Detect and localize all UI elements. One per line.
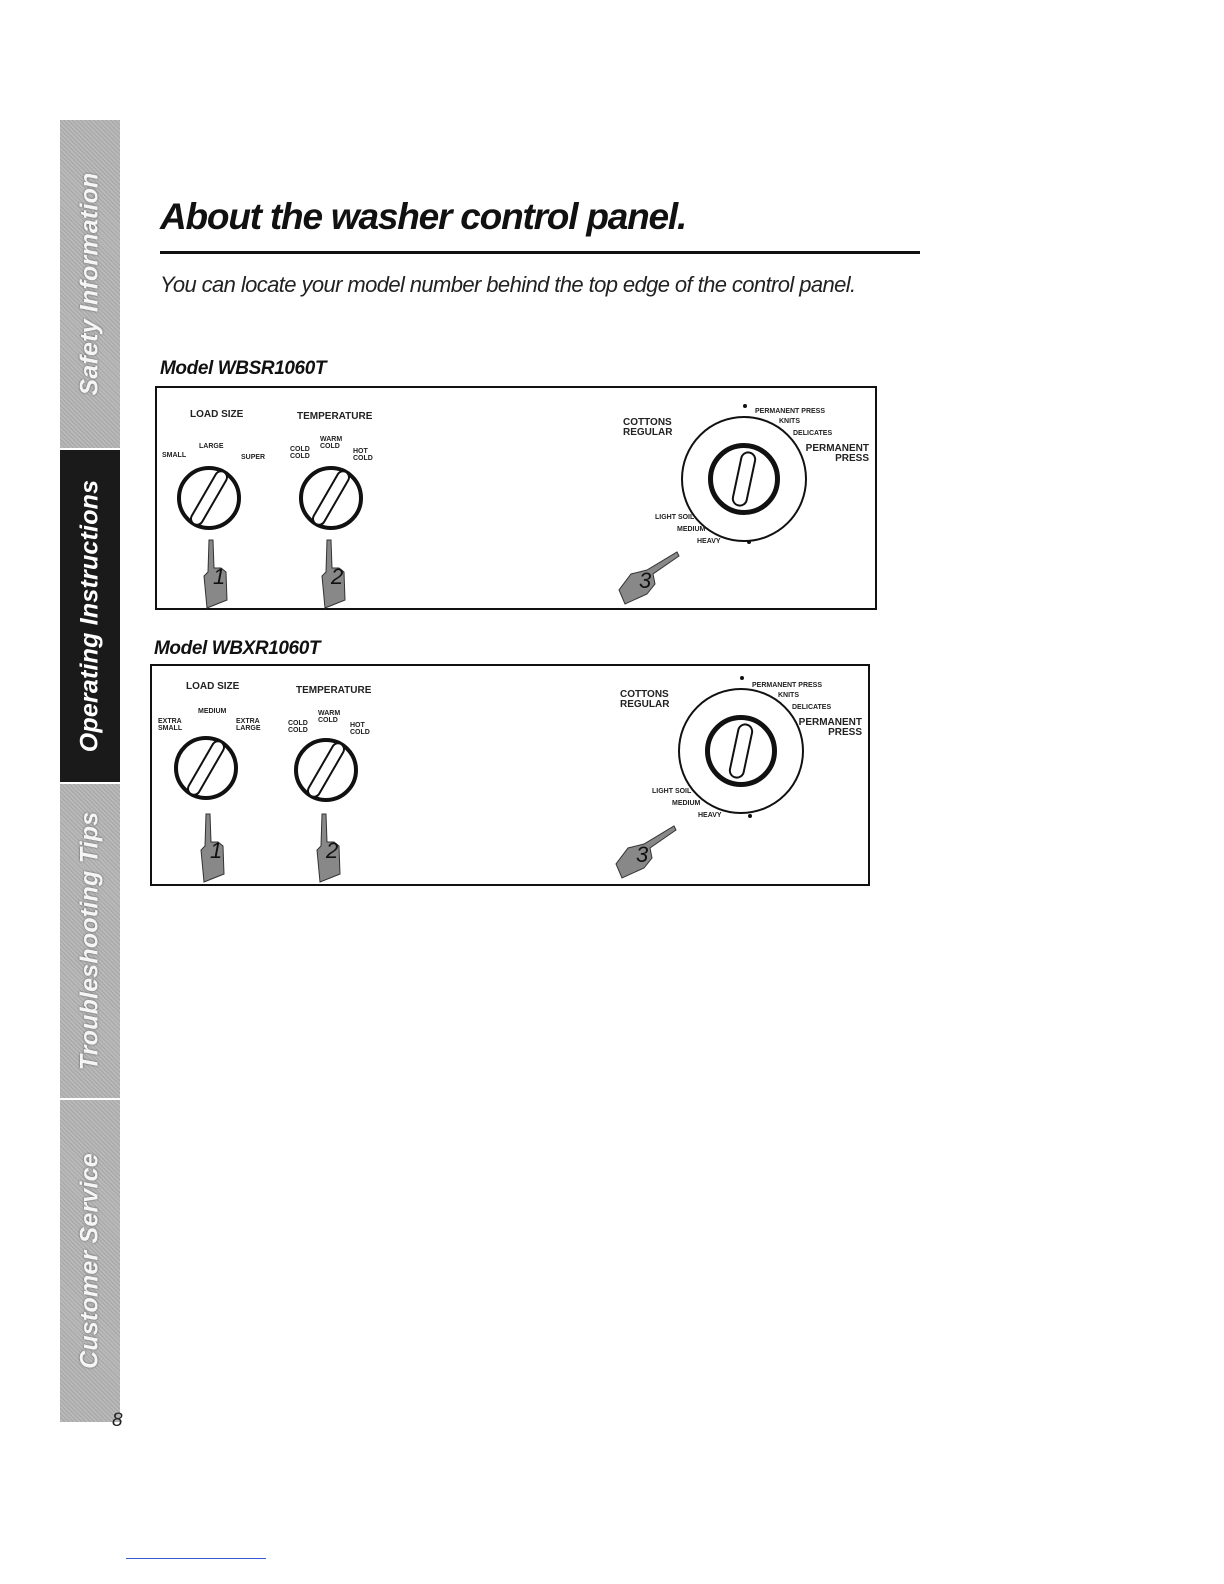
load-size-top-label: LARGE xyxy=(199,443,224,450)
tab-troubleshooting-tips[interactable] xyxy=(60,784,120,1098)
temperature-top-label: WARM COLD xyxy=(320,436,343,450)
step-2-hand-icon xyxy=(312,812,352,895)
step-number: 1 xyxy=(213,564,226,589)
load-size-knob[interactable] xyxy=(177,466,241,530)
cycle-top-label: PERMANENT PRESS xyxy=(755,408,826,415)
knob-slot xyxy=(730,450,757,508)
page-subtitle: You can locate your model number behind the top edge of the control panel. xyxy=(160,272,856,297)
cycle-bottom-indicator xyxy=(747,540,751,544)
load-size-right-label: EXTRA LARGE xyxy=(236,718,261,732)
cycle-knob[interactable] xyxy=(708,443,780,515)
knob-slot xyxy=(184,738,227,799)
cycle-bottom-label: LIGHT SOIL xyxy=(652,788,692,795)
load-size-heading: LOAD SIZE xyxy=(186,681,240,692)
temperature-top-label: WARM COLD xyxy=(318,710,341,724)
step-2-hand-icon xyxy=(317,538,357,621)
step-number: 1 xyxy=(210,838,223,863)
knob-slot xyxy=(304,740,347,801)
control-panel-wbxr1060t xyxy=(150,664,870,886)
tab-operating-instructions[interactable] xyxy=(60,450,120,782)
knob-slot xyxy=(727,722,754,780)
cycle-top-indicator xyxy=(740,676,744,680)
temperature-heading: TEMPERATURE xyxy=(296,685,372,696)
footer-rule xyxy=(126,1558,266,1559)
temperature-right-label: HOT COLD xyxy=(350,722,370,736)
step-number: 3 xyxy=(636,842,649,867)
step-1-hand-icon xyxy=(199,538,239,621)
temperature-heading: TEMPERATURE xyxy=(297,411,373,422)
cycle-left-label: COTTONS REGULAR xyxy=(620,689,670,710)
cycle-bottom-label: HEAVY xyxy=(698,812,722,819)
load-size-left-label: SMALL xyxy=(162,452,187,459)
tab-label: Operating Instructions xyxy=(75,479,104,753)
temperature-knob[interactable] xyxy=(299,466,363,530)
model-label: Model WBXR1060T xyxy=(154,638,321,659)
tab-label: Troubleshooting Tips xyxy=(75,811,104,1071)
model-label: Model WBSR1060T xyxy=(160,358,327,379)
temperature-right-label: HOT COLD xyxy=(353,448,373,462)
control-panel-wbsr1060t xyxy=(155,386,877,610)
cycle-top-indicator xyxy=(743,404,747,408)
load-size-top-label: MEDIUM xyxy=(198,708,227,715)
step-3-hand-icon xyxy=(617,548,681,613)
cycle-top-label: PERMANENT PRESS xyxy=(752,682,823,689)
temperature-left-label: COLD COLD xyxy=(288,720,308,734)
page-title: About the washer control panel. xyxy=(160,196,687,237)
tab-safety-information[interactable] xyxy=(60,120,120,448)
cycle-bottom-label: HEAVY xyxy=(697,538,721,545)
temperature-knob[interactable] xyxy=(294,738,358,802)
title-divider xyxy=(160,251,920,254)
load-size-heading: LOAD SIZE xyxy=(190,409,244,420)
cycle-top-label: KNITS xyxy=(779,418,800,425)
tab-label: Safety Information xyxy=(75,172,104,396)
cycle-top-label: DELICATES xyxy=(793,430,833,437)
temperature-left-label: COLD COLD xyxy=(290,446,310,460)
load-size-right-label: SUPER xyxy=(241,454,266,461)
step-1-hand-icon xyxy=(196,812,236,895)
cycle-right-label: PERMANENT PRESS xyxy=(798,717,862,738)
step-number: 2 xyxy=(331,564,344,589)
tab-customer-service[interactable] xyxy=(60,1100,120,1422)
cycle-bottom-label: MEDIUM xyxy=(672,800,701,807)
cycle-top-label: DELICATES xyxy=(792,704,832,711)
step-3-hand-icon xyxy=(614,822,678,887)
step-number: 2 xyxy=(326,838,339,863)
cycle-bottom-indicator xyxy=(748,814,752,818)
knob-slot xyxy=(309,468,352,529)
cycle-left-label: COTTONS REGULAR xyxy=(623,417,673,438)
page-number: 8 xyxy=(112,1410,123,1431)
cycle-knob[interactable] xyxy=(705,715,777,787)
knob-slot xyxy=(187,468,230,529)
cycle-top-label: KNITS xyxy=(778,692,799,699)
step-number: 3 xyxy=(639,568,652,593)
cycle-bottom-label: MEDIUM xyxy=(677,526,706,533)
load-size-left-label: EXTRA SMALL xyxy=(158,718,183,732)
tab-label: Customer Service xyxy=(75,1153,104,1369)
load-size-knob[interactable] xyxy=(174,736,238,800)
cycle-bottom-label: LIGHT SOIL xyxy=(655,514,695,521)
cycle-right-label: PERMANENT PRESS xyxy=(805,443,869,464)
